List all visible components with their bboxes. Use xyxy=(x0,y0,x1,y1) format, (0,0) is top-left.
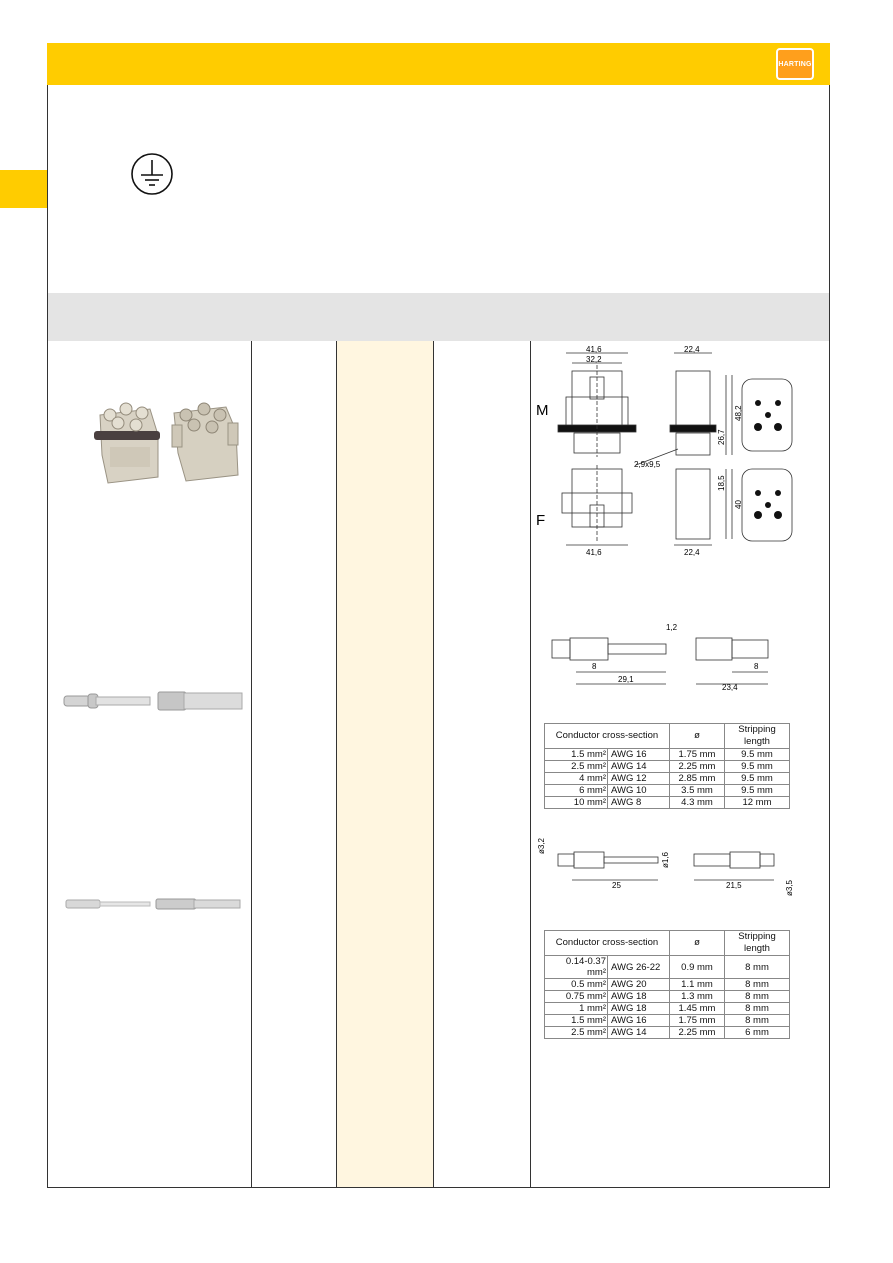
cell-cross-section: 4 mm² xyxy=(545,773,608,785)
cell-cross-section: 2.5 mm² xyxy=(545,1027,608,1039)
cell-diameter: 1.75 mm xyxy=(670,1015,725,1027)
dim-left-d2: ø1,6 xyxy=(661,851,670,868)
cell-awg: AWG 10 xyxy=(608,785,670,797)
label-female: F xyxy=(536,512,546,529)
table-row xyxy=(545,761,790,773)
cell-stripping: 6 mm xyxy=(725,1027,790,1039)
column-divider xyxy=(336,341,337,1188)
connector-inserts-photo xyxy=(88,395,248,487)
cell-cross-section: 0.5 mm² xyxy=(545,979,608,991)
table-row xyxy=(545,979,790,991)
cell-awg: AWG 26-22 xyxy=(608,956,670,979)
table-row xyxy=(545,773,790,785)
side-tab-marker xyxy=(0,170,47,208)
dim-side-bottom: 22,4 xyxy=(684,548,700,557)
large-contacts-photo xyxy=(62,688,246,714)
cell-stripping: 8 mm xyxy=(725,956,790,979)
dim-side-top: 22,4 xyxy=(684,345,700,354)
insert-dimension-drawing xyxy=(536,345,806,560)
cell-cross-section: 6 mm² xyxy=(545,785,608,797)
table-header-diameter: ø xyxy=(670,931,725,956)
table-row xyxy=(545,956,790,979)
dim-height-f: 40 xyxy=(734,500,743,509)
cell-stripping: 9.5 mm xyxy=(725,785,790,797)
cell-stripping: 8 mm xyxy=(725,1003,790,1015)
dim-width-bottom: 41,6 xyxy=(586,548,602,557)
cell-stripping: 12 mm xyxy=(725,797,790,809)
dim-height-f-lower: 18,5 xyxy=(717,475,726,491)
cell-cross-section: 0.75 mm² xyxy=(545,991,608,1003)
cell-diameter: 1.1 mm xyxy=(670,979,725,991)
cell-diameter: 2.85 mm xyxy=(670,773,725,785)
cell-awg: AWG 16 xyxy=(608,1015,670,1027)
logo-text: HARTING xyxy=(778,60,812,68)
table-header-cross-section: Conductor cross-section xyxy=(545,931,670,956)
table-header-stripping: Stripping length xyxy=(725,724,790,749)
cell-diameter: 1.3 mm xyxy=(670,991,725,1003)
small-contacts-photo xyxy=(64,895,244,913)
cell-stripping: 8 mm xyxy=(725,1015,790,1027)
dim-height-m: 48,2 xyxy=(734,405,743,421)
harting-logo xyxy=(776,48,814,80)
dim-width-top: 41,6 xyxy=(586,345,602,354)
dim-left-small: 1,2 xyxy=(666,623,678,632)
cell-cross-section: 0.14-0.37 mm² xyxy=(545,956,608,979)
dim-left-len: 29,1 xyxy=(618,675,634,684)
cell-stripping: 8 mm xyxy=(725,991,790,1003)
large-contacts-drawing xyxy=(536,622,806,692)
table-row xyxy=(545,797,790,809)
dim-inner-top: 32,2 xyxy=(586,355,602,364)
table-header-stripping: Stripping length xyxy=(725,931,790,956)
cell-awg: AWG 18 xyxy=(608,1003,670,1015)
column-header-band xyxy=(48,293,829,341)
dim-right-d: ø3,5 xyxy=(785,879,794,896)
cell-diameter: 1.75 mm xyxy=(670,749,725,761)
cell-cross-section: 1.5 mm² xyxy=(545,1015,608,1027)
cell-awg: AWG 20 xyxy=(608,979,670,991)
label-male: M xyxy=(536,402,549,419)
cell-awg: AWG 12 xyxy=(608,773,670,785)
cell-awg: AWG 14 xyxy=(608,761,670,773)
dim-height-m-lower: 26,7 xyxy=(717,429,726,445)
table-row xyxy=(545,1027,790,1039)
cell-stripping: 9.5 mm xyxy=(725,761,790,773)
dim-right-inner: 8 xyxy=(754,662,759,671)
column-divider xyxy=(530,341,531,1188)
dim-slot: 2,9x9,5 xyxy=(634,460,661,469)
cell-diameter: 2.25 mm xyxy=(670,761,725,773)
table-header-cross-section: Conductor cross-section xyxy=(545,724,670,749)
protective-earth-icon xyxy=(130,152,174,196)
header-bar xyxy=(47,43,830,85)
table-row xyxy=(545,785,790,797)
cell-awg: AWG 16 xyxy=(608,749,670,761)
table-row xyxy=(545,1003,790,1015)
cell-awg: AWG 8 xyxy=(608,797,670,809)
dim-left-len-small: 25 xyxy=(612,881,621,890)
cell-diameter: 4.3 mm xyxy=(670,797,725,809)
cell-diameter: 1.45 mm xyxy=(670,1003,725,1015)
small-contacts-drawing xyxy=(536,828,806,898)
cell-awg: AWG 18 xyxy=(608,991,670,1003)
dim-left-inner: 8 xyxy=(592,662,597,671)
dim-left-d1: ø3,2 xyxy=(537,837,546,854)
cell-stripping: 9.5 mm xyxy=(725,773,790,785)
highlight-column xyxy=(337,341,433,1187)
dim-right-len-small: 21,5 xyxy=(726,881,742,890)
table-row xyxy=(545,991,790,1003)
cell-cross-section: 1 mm² xyxy=(545,1003,608,1015)
spec-table-small-contacts xyxy=(544,930,790,1039)
column-divider xyxy=(251,341,252,1188)
table-row xyxy=(545,749,790,761)
cell-diameter: 3.5 mm xyxy=(670,785,725,797)
dim-right-len: 23,4 xyxy=(722,683,738,692)
cell-diameter: 0.9 mm xyxy=(670,956,725,979)
table-row xyxy=(545,1015,790,1027)
cell-diameter: 2.25 mm xyxy=(670,1027,725,1039)
table-header-diameter: ø xyxy=(670,724,725,749)
spec-table-large-contacts xyxy=(544,723,790,809)
cell-cross-section: 1.5 mm² xyxy=(545,749,608,761)
cell-cross-section: 2.5 mm² xyxy=(545,761,608,773)
cell-cross-section: 10 mm² xyxy=(545,797,608,809)
cell-stripping: 8 mm xyxy=(725,979,790,991)
column-divider xyxy=(433,341,434,1188)
cell-awg: AWG 14 xyxy=(608,1027,670,1039)
cell-stripping: 9.5 mm xyxy=(725,749,790,761)
